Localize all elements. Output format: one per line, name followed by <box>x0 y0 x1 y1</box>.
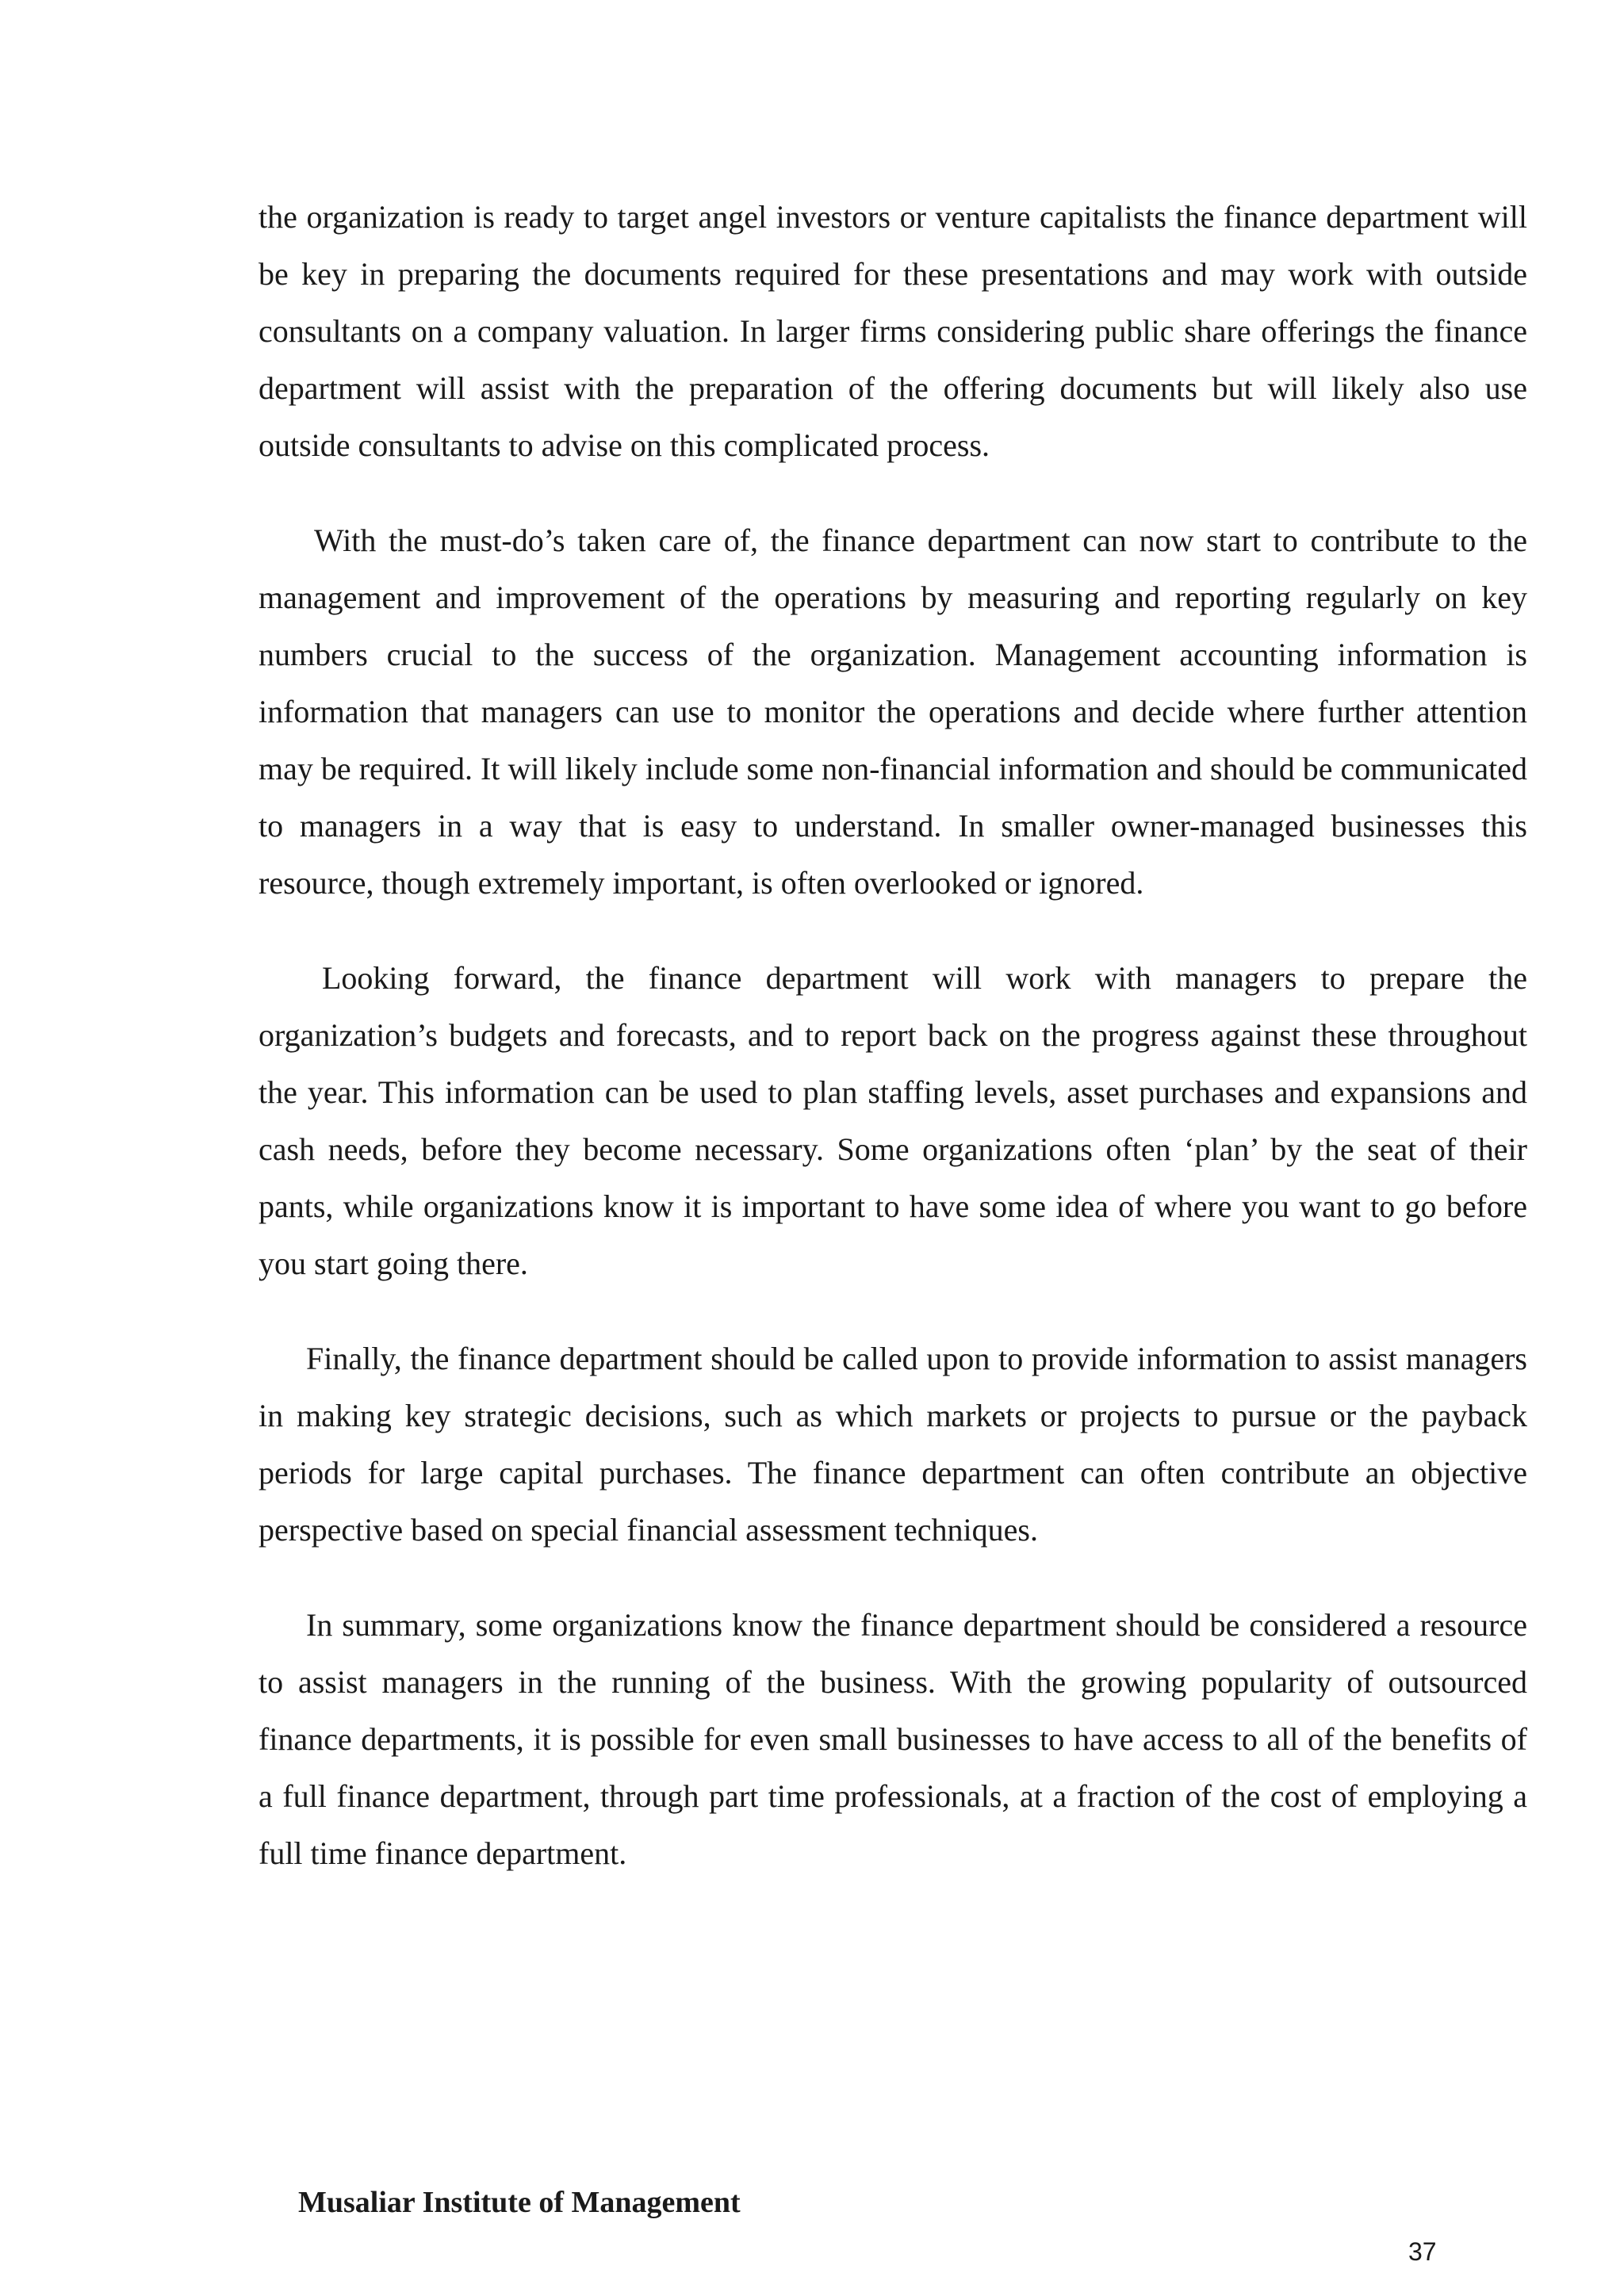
paragraph-3: Looking forward, the finance department will work with managers to prepare the organization’s budgets and forecasts, and to report back on the progress against these throughout the year. This information can be used to plan staffing levels, asset purchases and expansions and cash needs, before they become necessary. Some organizations often ‘plan’ by the seat of their pants, while organizations know it is important to have some idea of where you want to go before you start going there. <box>259 960 1527 1281</box>
paragraph-1: the organization is ready to target angel investors or venture capitalists the finance department will be key in preparing the documents required for these presentations and may work with outside consultants on a company valuation. In larger firms considering public share offerings the finance department will assist with the preparation of the offering documents but will likely also use outside consultants to advise on this complicated process. <box>259 199 1527 463</box>
page-number: 37 <box>1408 2237 1437 2266</box>
paragraph-5: In summary, some organizations know the finance department should be considered a resource to assist managers in the running of the business. With the growing popularity of outsourced finance departments, it is possible for even small businesses to have access to all of the benefits of a full finance department, through part time professionals, at a fraction of the cost of employing a full time finance department. <box>259 1607 1527 1871</box>
paragraph-2: With the must-do’s taken care of, the finance department can now start to contribute to the management and improvement of the operations by measuring and reporting regularly on key numbers crucial to the success of the organization. Management accounting information is information that managers can use to monitor the operations and decide where further attention may be required. It will likely include some non-financial information and should be communicated to managers in a way that is easy to understand. In smaller owner-managed businesses this resource, though extremely important, is often overlooked or ignored. <box>259 522 1527 901</box>
footer-institute-name: Musaliar Institute of Management <box>298 2186 741 2219</box>
paragraph-4: Finally, the finance department should be called upon to provide information to assist managers in making key strategic decisions, such as which markets or projects to pursue or the payback periods for large capital purchases. The finance department can often contribute an objective perspective based on special financial assessment techniques. <box>259 1341 1527 1548</box>
body-text <box>259 189 1527 1882</box>
